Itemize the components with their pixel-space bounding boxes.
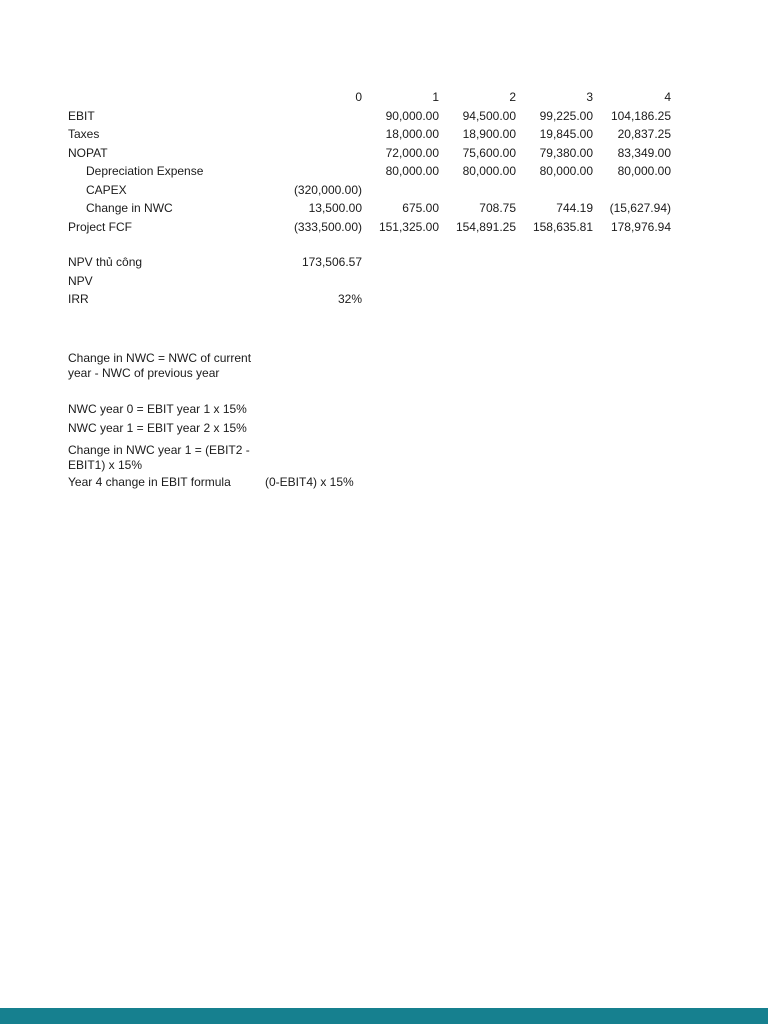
summary-label: IRR	[68, 292, 89, 307]
table-row-depreciation	[0, 162, 768, 181]
cell-value: 80,000.00	[539, 164, 593, 179]
footer-bar	[0, 1008, 768, 1024]
cell-value: 80,000.00	[462, 164, 516, 179]
year-header-2: 2	[509, 90, 516, 105]
note-change-in-nwc-year1: Change in NWC year 1 = (EBIT2 - EBIT1) x 15%	[68, 443, 250, 472]
table-header-row	[0, 88, 768, 107]
cell-value: 178,976.94	[610, 219, 671, 234]
cell-value: 75,600.00	[462, 145, 516, 160]
cell-value: 94,500.00	[462, 108, 516, 123]
cell-value: 80,000.00	[617, 164, 671, 179]
cell-value: 151,325.00	[378, 219, 439, 234]
cell-value: 18,000.00	[385, 127, 439, 142]
year-header-4: 4	[664, 90, 671, 105]
cell-value: 20,837.25	[617, 127, 671, 142]
note-nwc-year1: NWC year 1 = EBIT year 2 x 15%	[68, 421, 247, 435]
summary-value: 32%	[337, 292, 362, 307]
cell-value: 708.75	[479, 201, 516, 216]
note-nwc-year0: NWC year 0 = EBIT year 1 x 15%	[68, 402, 247, 416]
cell-value: 154,891.25	[455, 219, 516, 234]
summary-label: NPV thủ công	[68, 255, 143, 270]
note-change-in-nwc-definition: Change in NWC = NWC of current year - NWC of previous year	[68, 351, 252, 380]
row-label: CAPEX	[86, 182, 127, 197]
year-header-3: 3	[586, 90, 593, 105]
note-year4-ebit-formula	[68, 475, 488, 490]
cell-value: 90,000.00	[385, 108, 439, 123]
summary-block	[0, 253, 768, 309]
summary-row-irr	[0, 290, 768, 309]
cell-value: 83,349.00	[617, 145, 671, 160]
note-year4-label: Year 4 change in EBIT formula	[68, 475, 231, 489]
table-row-capex	[0, 181, 768, 200]
cell-value: 13,500.00	[308, 201, 362, 216]
table-row-project-fcf	[0, 218, 768, 237]
cashflow-table	[0, 88, 768, 236]
table-row-change-in-nwc	[0, 199, 768, 218]
table-row-ebit	[0, 107, 768, 126]
cell-value: 675.00	[402, 201, 439, 216]
summary-value: 173,506.57	[301, 255, 362, 270]
cell-value: 79,380.00	[539, 145, 593, 160]
row-label: Depreciation Expense	[86, 164, 204, 179]
cell-value: (320,000.00)	[293, 182, 362, 197]
row-label: EBIT	[68, 108, 95, 123]
table-row-taxes	[0, 125, 768, 144]
cell-value: 744.19	[556, 201, 593, 216]
cell-value: 99,225.00	[539, 108, 593, 123]
summary-label: NPV	[68, 273, 93, 288]
cell-value: 19,845.00	[539, 127, 593, 142]
cell-value: (333,500.00)	[293, 219, 362, 234]
note-year4-formula: (0-EBIT4) x 15%	[265, 475, 354, 489]
cell-value: 18,900.00	[462, 127, 516, 142]
cell-value: (15,627.94)	[609, 201, 671, 216]
year-header-0: 0	[355, 90, 362, 105]
cell-value: 72,000.00	[385, 145, 439, 160]
year-header-1: 1	[432, 90, 439, 105]
summary-row-npv	[0, 272, 768, 291]
row-label: Taxes	[68, 127, 100, 142]
summary-row-npv-manual	[0, 253, 768, 272]
cell-value: 104,186.25	[610, 108, 671, 123]
table-row-nopat	[0, 144, 768, 163]
row-label: Change in NWC	[86, 201, 173, 216]
cell-value: 80,000.00	[385, 164, 439, 179]
cell-value: 158,635.81	[532, 219, 593, 234]
row-label: Project FCF	[68, 219, 133, 234]
row-label: NOPAT	[68, 145, 108, 160]
